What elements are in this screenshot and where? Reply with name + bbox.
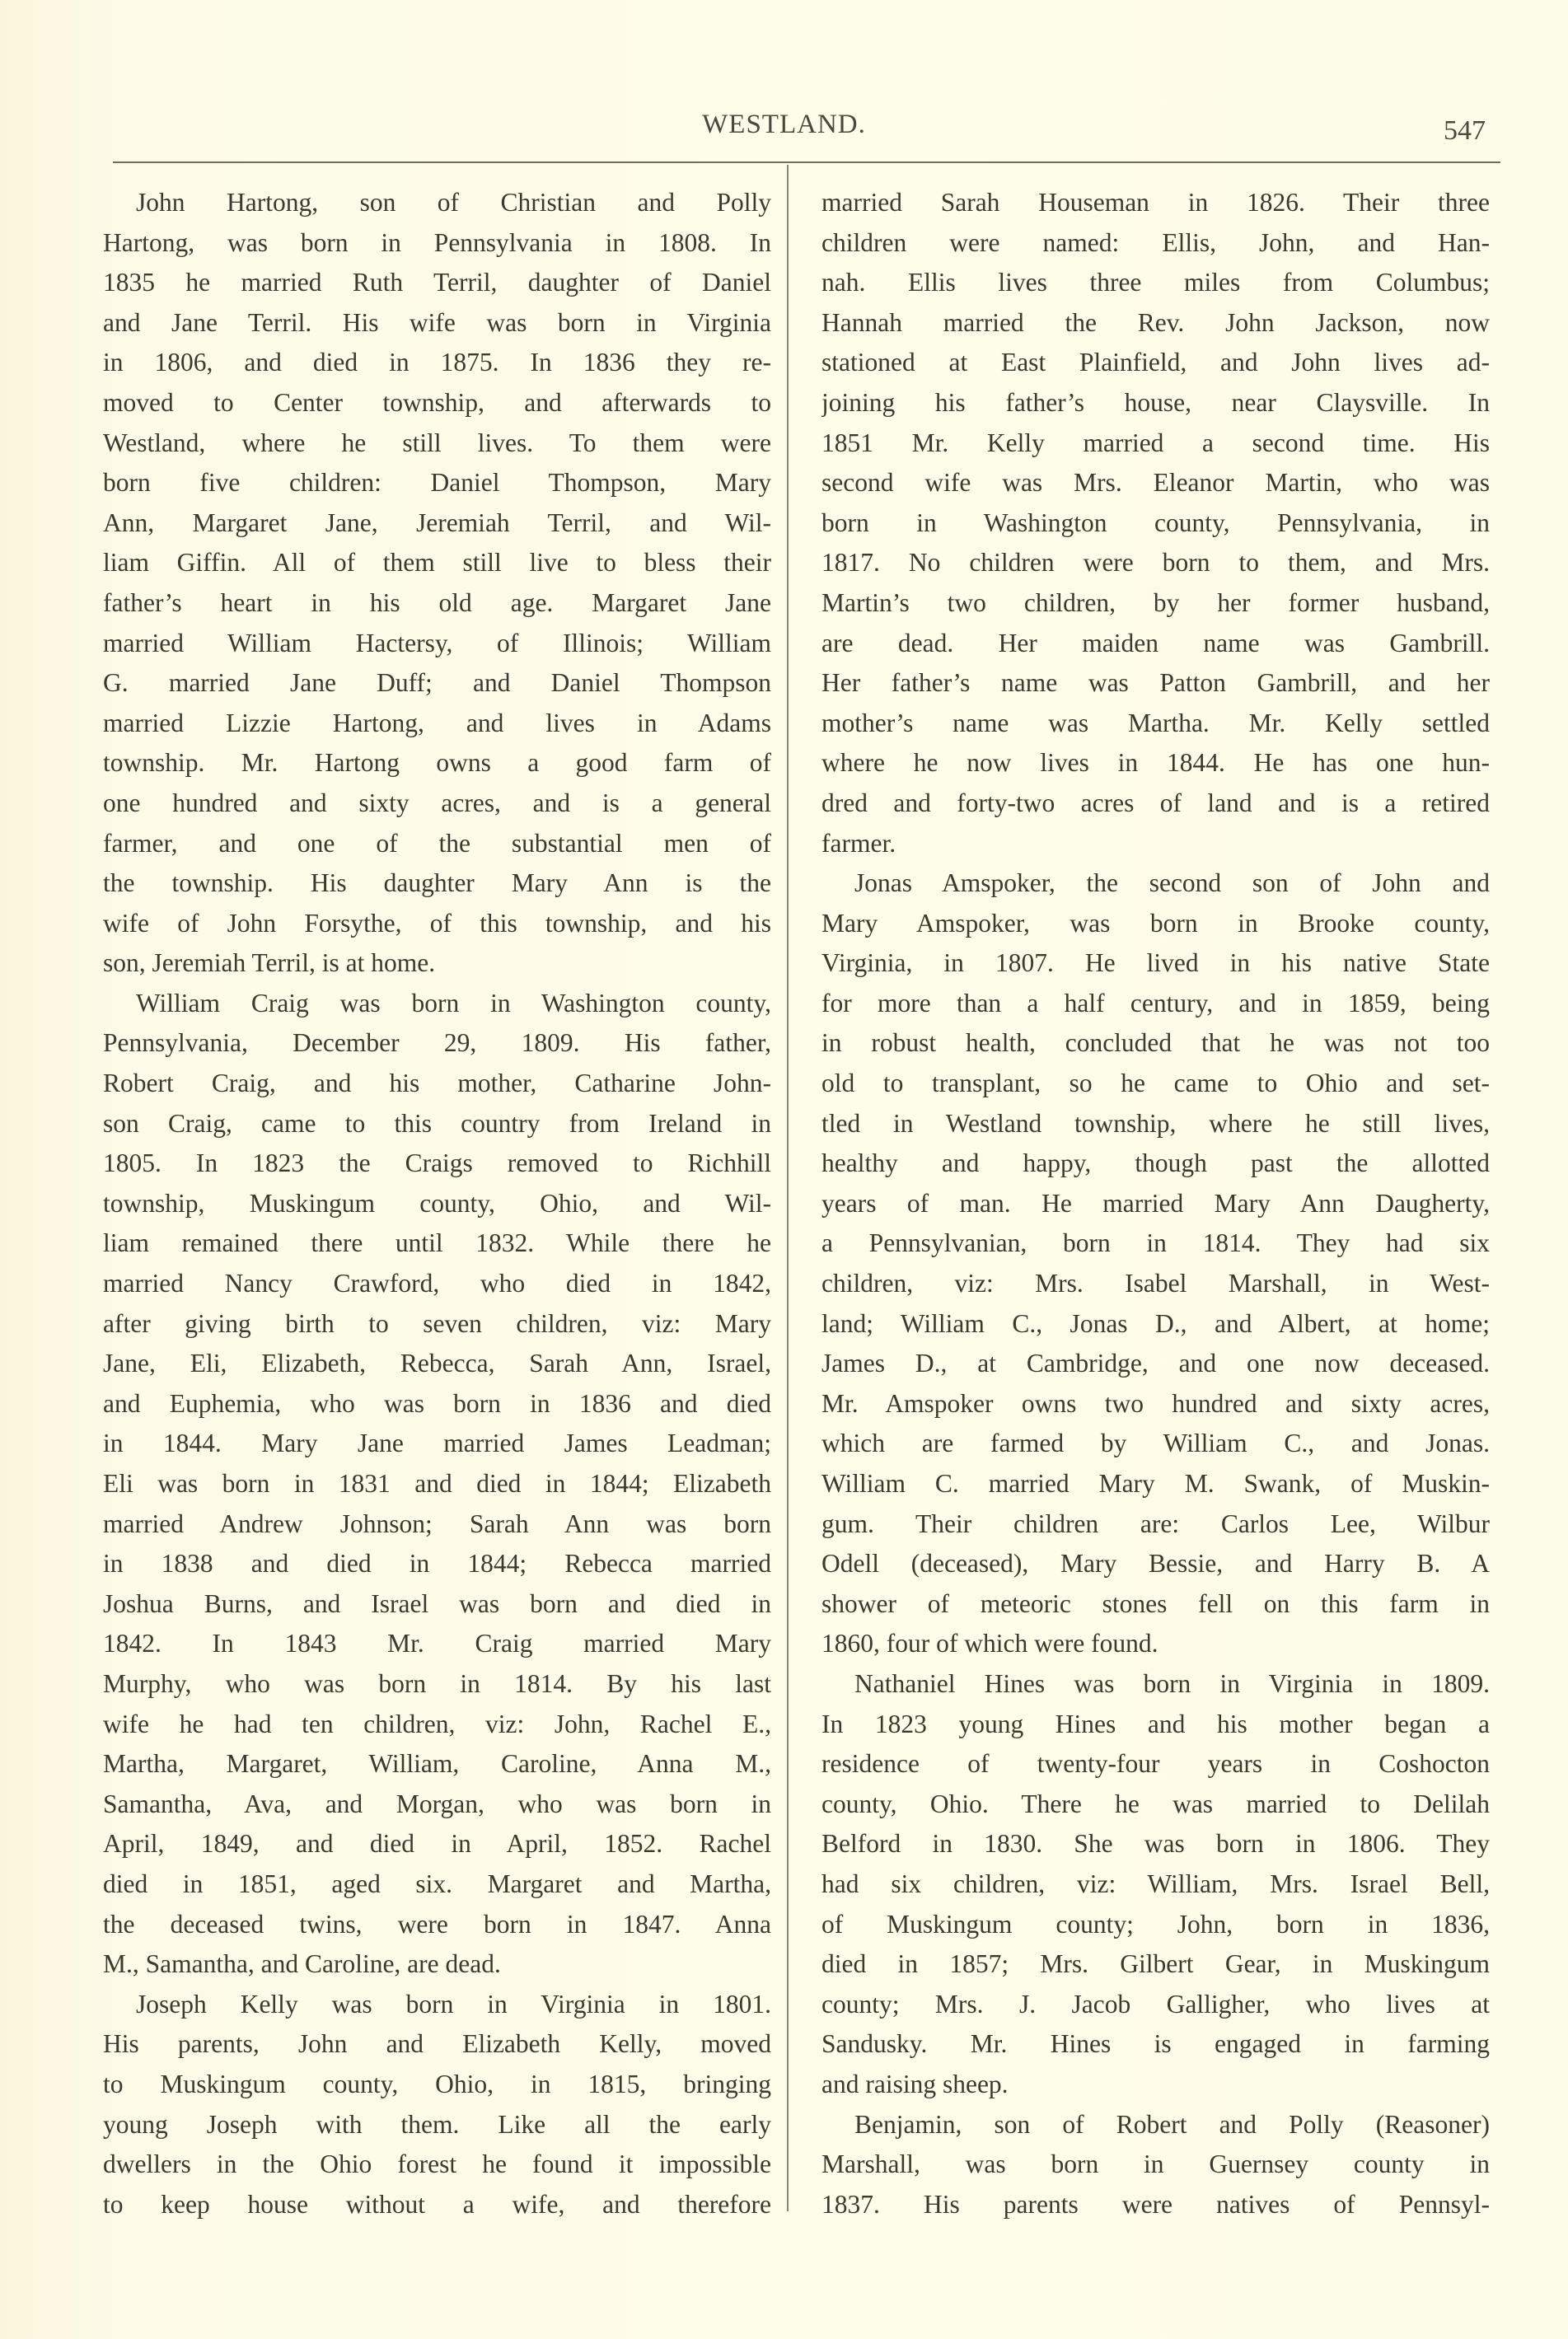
text-line: moved to Center township, and afterwards to xyxy=(103,387,771,417)
paragraph xyxy=(103,183,771,984)
text-line: joining his father’s house, near Claysville. In xyxy=(821,387,1490,417)
text-line: son, Jeremiah Terril, is at home. xyxy=(103,948,436,978)
left-column xyxy=(103,183,771,2224)
right-column xyxy=(821,183,1490,2224)
text-line: Hannah married the Rev. John Jackson, now xyxy=(821,307,1490,337)
text-line: Ann, Margaret Jane, Jeremiah Terril, and Wil- xyxy=(103,508,771,537)
text-line: second wife was Mrs. Eleanor Martin, who was xyxy=(821,468,1490,498)
text-line: wife he had ten children, viz: John, Rachel E., xyxy=(103,1709,771,1738)
text-line: are dead. Her maiden name was Gambrill. xyxy=(821,628,1490,657)
text-line: His parents, John and Elizabeth Kelly, moved xyxy=(103,2029,771,2059)
text-line: Murphy, who was born in 1814. By his last xyxy=(103,1668,771,1698)
text-line: Robert Craig, and his mother, Catharine John- xyxy=(103,1069,771,1098)
text-line: in 1838 and died in 1844; Rebecca married xyxy=(103,1549,771,1579)
text-line: April, 1849, and died in April, 1852. Rachel xyxy=(103,1829,771,1859)
text-line: Belford in 1830. She was born in 1806. They xyxy=(821,1829,1490,1859)
text-line: William C. married Mary M. Swank, of Muskin- xyxy=(821,1469,1490,1498)
text-line: died in 1857; Mrs. Gilbert Gear, in Muskingum xyxy=(821,1949,1490,1979)
text-line: father’s heart in his old age. Margaret Jane xyxy=(103,587,771,617)
text-line: Nathaniel Hines was born in Virginia in 1809. xyxy=(854,1668,1490,1698)
text-line: Pennsylvania, December 29, 1809. His father, xyxy=(103,1028,771,1058)
header-rule xyxy=(113,161,1500,163)
text-line: Eli was born in 1831 and died in 1844; Elizabeth xyxy=(103,1469,771,1498)
text-line: township. Mr. Hartong owns a good farm of xyxy=(103,748,771,778)
text-line: one hundred and sixty acres, and is a general xyxy=(103,788,771,817)
text-line: and raising sheep. xyxy=(821,2069,1009,2098)
text-line: which are farmed by William C., and Jonas. xyxy=(821,1429,1490,1458)
text-line: Martin’s two children, by her former husband, xyxy=(821,587,1490,617)
paragraph xyxy=(103,1985,771,2225)
text-line: mother’s name was Martha. Mr. Kelly settled xyxy=(821,708,1490,737)
text-line: tled in Westland township, where he still lives, xyxy=(821,1108,1490,1138)
paragraph xyxy=(103,984,771,1985)
text-line: son Craig, came to this country from Ireland in xyxy=(103,1108,771,1138)
text-line: county, Ohio. There he was married to Delilah xyxy=(821,1789,1490,1818)
text-line: shower of meteoric stones fell on this farm in xyxy=(821,1588,1490,1618)
text-line: married Sarah Houseman in 1826. Their three xyxy=(821,188,1490,217)
text-line: Mr. Amspoker owns two hundred and sixty acres, xyxy=(821,1388,1490,1418)
text-line: 1817. No children were born to them, and Mrs. xyxy=(821,548,1490,578)
text-line: M., Samantha, and Caroline, are dead. xyxy=(103,1949,501,1979)
text-line: in robust health, concluded that he was not too xyxy=(821,1028,1490,1058)
text-line: and Euphemia, who was born in 1836 and died xyxy=(103,1388,771,1418)
paragraph xyxy=(821,183,1490,863)
text-line: where he now lives in 1844. He has one hun- xyxy=(821,748,1490,778)
text-line: residence of twenty-four years in Coshocton xyxy=(821,1749,1490,1779)
text-line: stationed at East Plainfield, and John lives ad- xyxy=(821,348,1490,377)
text-line: Jonas Amspoker, the second son of John and xyxy=(854,868,1490,898)
text-line: gum. Their children are: Carlos Lee, Wilbur xyxy=(821,1509,1490,1538)
text-line: born in Washington county, Pennsylvania, in xyxy=(821,508,1490,537)
text-line: to Muskingum county, Ohio, in 1815, bringing xyxy=(103,2069,771,2098)
text-line: married William Hactersy, of Illinois; William xyxy=(103,628,771,657)
text-line: died in 1851, aged six. Margaret and Martha, xyxy=(103,1869,771,1898)
text-line: the deceased twins, were born in 1847. Anna xyxy=(103,1909,771,1939)
text-line: liam remained there until 1832. While there he xyxy=(103,1228,771,1258)
paragraph xyxy=(821,863,1490,1664)
text-line: Hartong, was born in Pennsylvania in 1808. In xyxy=(103,227,771,257)
paragraph xyxy=(821,1664,1490,2105)
text-line: married Nancy Crawford, who died in 1842, xyxy=(103,1269,771,1298)
text-line: and Jane Terril. His wife was born in Virginia xyxy=(103,307,771,337)
text-line: 1835 he married Ruth Terril, daughter of Daniel xyxy=(103,268,771,297)
text-line: Odell (deceased), Mary Bessie, and Harry B. A xyxy=(821,1549,1490,1579)
text-line: 1860, four of which were found. xyxy=(821,1629,1158,1658)
text-line: married Lizzie Hartong, and lives in Adams xyxy=(103,708,771,737)
text-line: James D., at Cambridge, and one now deceased. xyxy=(821,1349,1490,1378)
text-line: in 1844. Mary Jane married James Leadman; xyxy=(103,1429,771,1458)
text-line: healthy and happy, though past the allotted xyxy=(821,1148,1490,1178)
text-line: farmer, and one of the substantial men of xyxy=(103,828,771,858)
text-line: Mary Amspoker, was born in Brooke county, xyxy=(821,908,1490,938)
text-line: of Muskingum county; John, born in 1836, xyxy=(821,1909,1490,1939)
text-line: young Joseph with them. Like all the early xyxy=(103,2109,771,2139)
text-line: Sandusky. Mr. Hines is engaged in farming xyxy=(821,2029,1490,2059)
text-line: county; Mrs. J. Jacob Galligher, who lives at xyxy=(821,1989,1490,2019)
text-line: born five children: Daniel Thompson, Mary xyxy=(103,468,771,498)
text-line: In 1823 young Hines and his mother began a xyxy=(821,1709,1490,1738)
text-line: William Craig was born in Washington county, xyxy=(136,988,771,1017)
text-line: Virginia, in 1807. He lived in his native State xyxy=(821,948,1490,978)
text-line: 1837. His parents were natives of Pennsyl- xyxy=(821,2189,1490,2219)
text-line: nah. Ellis lives three miles from Columbus; xyxy=(821,268,1490,297)
text-line: dwellers in the Ohio forest he found it impossible xyxy=(103,2150,771,2179)
text-line: land; William C., Jonas D., and Albert, at home; xyxy=(821,1308,1490,1338)
running-head-title: WESTLAND. xyxy=(702,110,866,139)
text-line: old to transplant, so he came to Ohio and set- xyxy=(821,1069,1490,1098)
text-line: farmer. xyxy=(821,828,896,858)
text-line: in 1806, and died in 1875. In 1836 they re- xyxy=(103,348,771,377)
text-line: Westland, where he still lives. To them were xyxy=(103,428,771,457)
text-line: 1851 Mr. Kelly married a second time. His xyxy=(821,428,1490,457)
text-line: G. married Jane Duff; and Daniel Thompson xyxy=(103,668,771,698)
text-line: the township. His daughter Mary Ann is the xyxy=(103,868,771,898)
text-line: children, viz: Mrs. Isabel Marshall, in West- xyxy=(821,1269,1490,1298)
text-line: to keep house without a wife, and therefore xyxy=(103,2189,771,2219)
text-line: for more than a half century, and in 1859, being xyxy=(821,988,1490,1017)
text-line: married Andrew Johnson; Sarah Ann was born xyxy=(103,1509,771,1538)
text-line: township, Muskingum county, Ohio, and Wil- xyxy=(103,1188,771,1218)
text-line: 1842. In 1843 Mr. Craig married Mary xyxy=(103,1629,771,1658)
text-line: after giving birth to seven children, viz: Mary xyxy=(103,1308,771,1338)
text-line: liam Giffin. All of them still live to bless their xyxy=(103,548,771,578)
paragraph xyxy=(821,2105,1490,2225)
page-number: 547 xyxy=(1444,115,1486,146)
text-line: Joshua Burns, and Israel was born and died in xyxy=(103,1588,771,1618)
text-line: Jane, Eli, Elizabeth, Rebecca, Sarah Ann, Israel, xyxy=(103,1349,771,1378)
column-divider xyxy=(787,165,789,2211)
text-line: 1805. In 1823 the Craigs removed to Richhill xyxy=(103,1148,771,1178)
text-line: John Hartong, son of Christian and Polly xyxy=(136,188,771,217)
text-line: Marshall, was born in Guernsey county in xyxy=(821,2150,1490,2179)
text-line: a Pennsylvanian, born in 1814. They had six xyxy=(821,1228,1490,1258)
text-line: children were named: Ellis, John, and Han- xyxy=(821,227,1490,257)
text-line: dred and forty-two acres of land and is a retired xyxy=(821,788,1490,817)
text-line: Benjamin, son of Robert and Polly (Reasoner) xyxy=(854,2109,1490,2139)
text-line: Samantha, Ava, and Morgan, who was born in xyxy=(103,1789,771,1818)
text-line: Martha, Margaret, William, Caroline, Anna M., xyxy=(103,1749,771,1779)
text-line: Her father’s name was Patton Gambrill, and her xyxy=(821,668,1490,698)
text-line: years of man. He married Mary Ann Daugherty, xyxy=(821,1188,1490,1218)
text-line: Joseph Kelly was born in Virginia in 1801. xyxy=(136,1989,771,2019)
text-line: had six children, viz: William, Mrs. Israel Bell, xyxy=(821,1869,1490,1898)
text-line: wife of John Forsythe, of this township, and his xyxy=(103,908,771,938)
